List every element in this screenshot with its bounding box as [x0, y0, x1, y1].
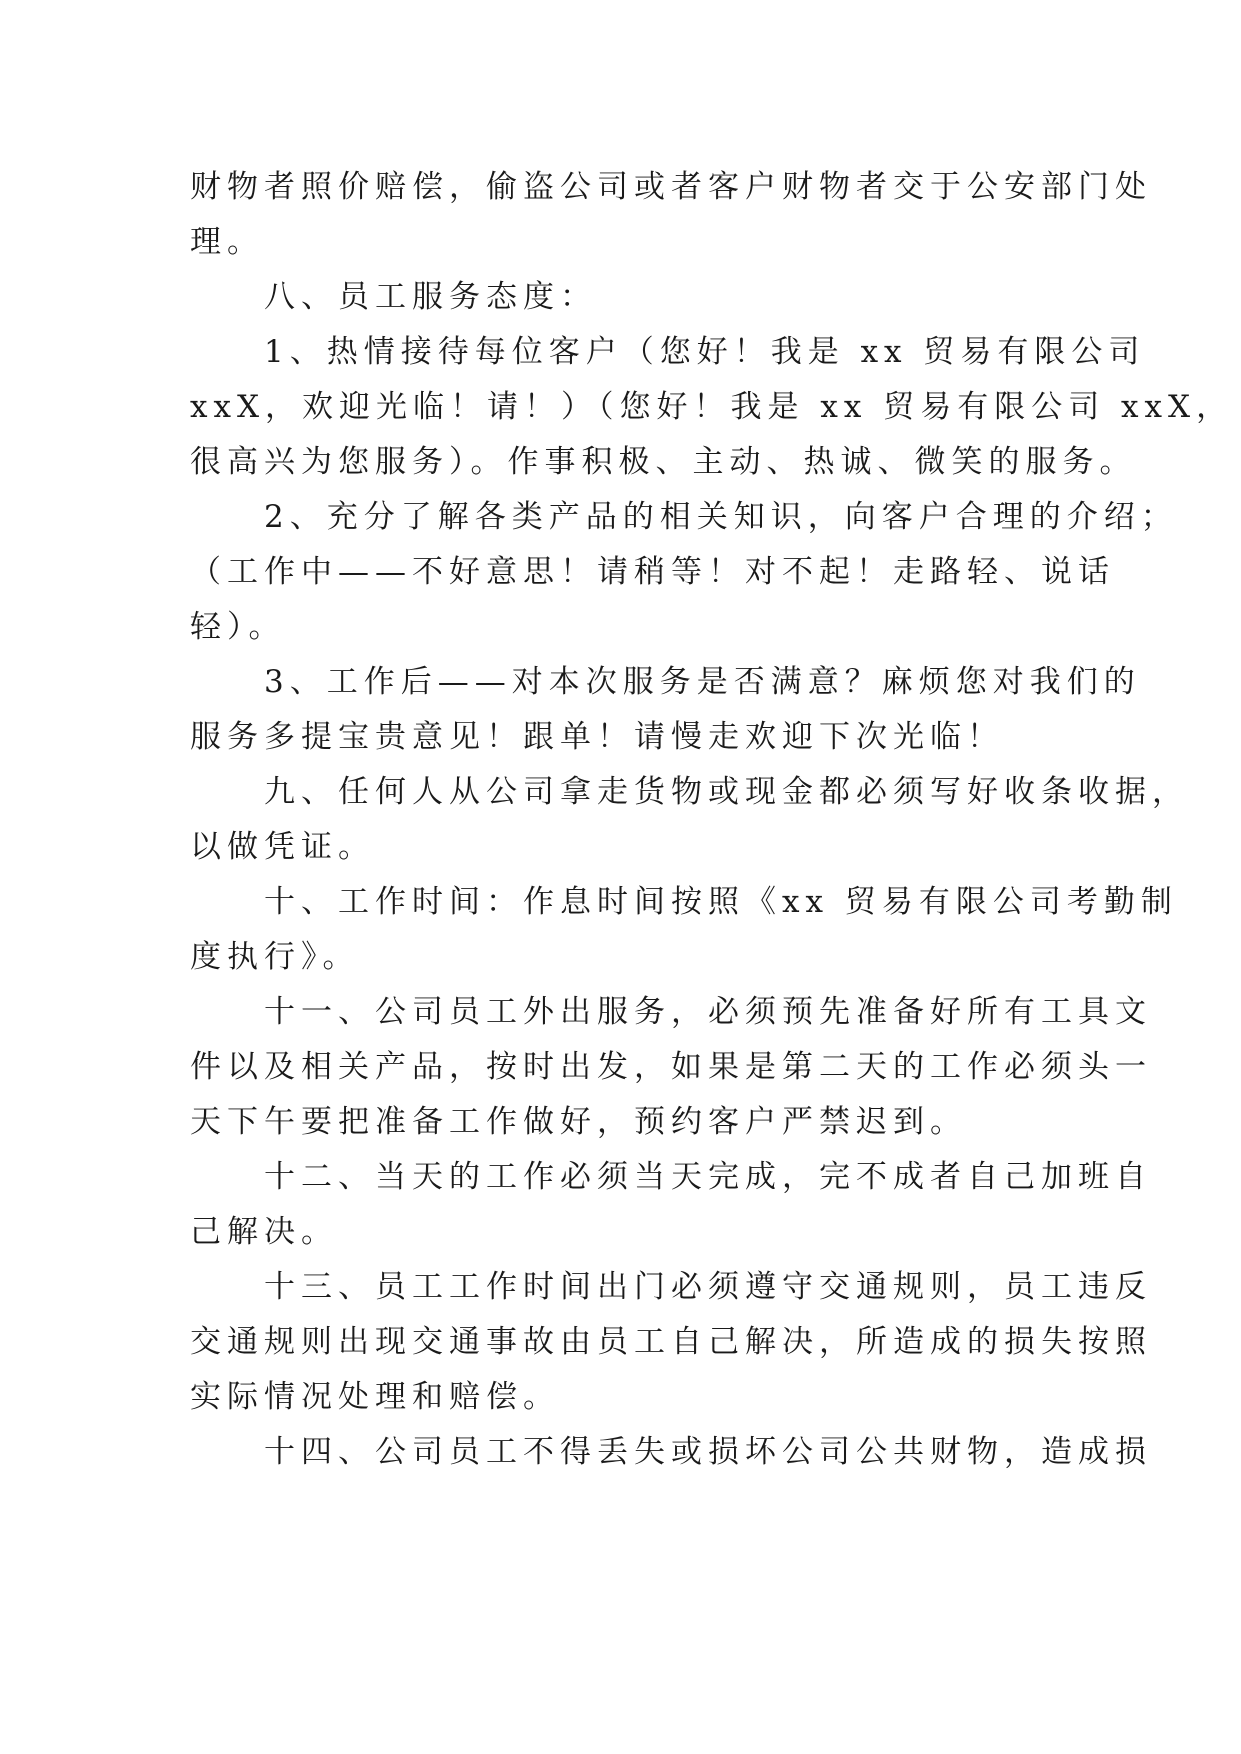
text-line: 理。: [190, 224, 264, 260]
document-body: [190, 160, 1234, 1480]
text-line: 轻）。: [190, 609, 286, 645]
text-line: 以做凭证。: [190, 829, 375, 865]
text-line: 财物者照价赔偿，偷盗公司或者客户财物者交于公安部门处: [190, 169, 1152, 205]
text-line: 服务多提宝贵意见！跟单！请慢走欢迎下次光临！: [190, 719, 1004, 755]
text-line: 十、工作时间：作息时间按照《xx 贸易有限公司考勤制: [190, 884, 1178, 920]
section-heading: 八、员工服务态度：: [190, 279, 597, 315]
text-line: （工作中——不好意思！请稍等！对不起！走路轻、说话: [190, 554, 1115, 590]
text-line: 实际情况处理和赔偿。: [190, 1379, 560, 1415]
text-line: 很高兴为您服务）。作事积极、主动、热诚、微笑的服务。: [190, 444, 1137, 480]
text-line: 九、任何人从公司拿走货物或现金都必须写好收条收据，: [190, 774, 1189, 810]
text-line: 交通规则出现交通事故由员工自己解决，所造成的损失按照: [190, 1324, 1152, 1360]
text-line: xxX，欢迎光临！请！）（您好！我是 xx 贸易有限公司 xxX，: [190, 389, 1234, 425]
text-line: 件以及相关产品，按时出发，如果是第二天的工作必须头一: [190, 1049, 1152, 1085]
text-line: 1、热情接待每位客户（您好！我是 xx 贸易有限公司: [190, 334, 1146, 370]
text-line: 天下午要把准备工作做好，预约客户严禁迟到。: [190, 1104, 967, 1140]
text-line: 2、充分了解各类产品的相关知识，向客户合理的介绍；: [190, 499, 1178, 535]
text-line: 己解决。: [190, 1214, 338, 1250]
text-line: 3、工作后——对本次服务是否满意？麻烦您对我们的: [190, 664, 1141, 700]
text-line: 十四、公司员工不得丢失或损坏公司公共财物，造成损: [190, 1434, 1152, 1470]
text-line: 十三、员工工作时间出门必须遵守交通规则，员工违反: [190, 1269, 1152, 1305]
text-line: 度执行》。: [190, 939, 360, 975]
text-line: 十二、当天的工作必须当天完成，完不成者自己加班自: [190, 1159, 1152, 1195]
text-line: 十一、公司员工外出服务，必须预先准备好所有工具文: [190, 994, 1152, 1030]
